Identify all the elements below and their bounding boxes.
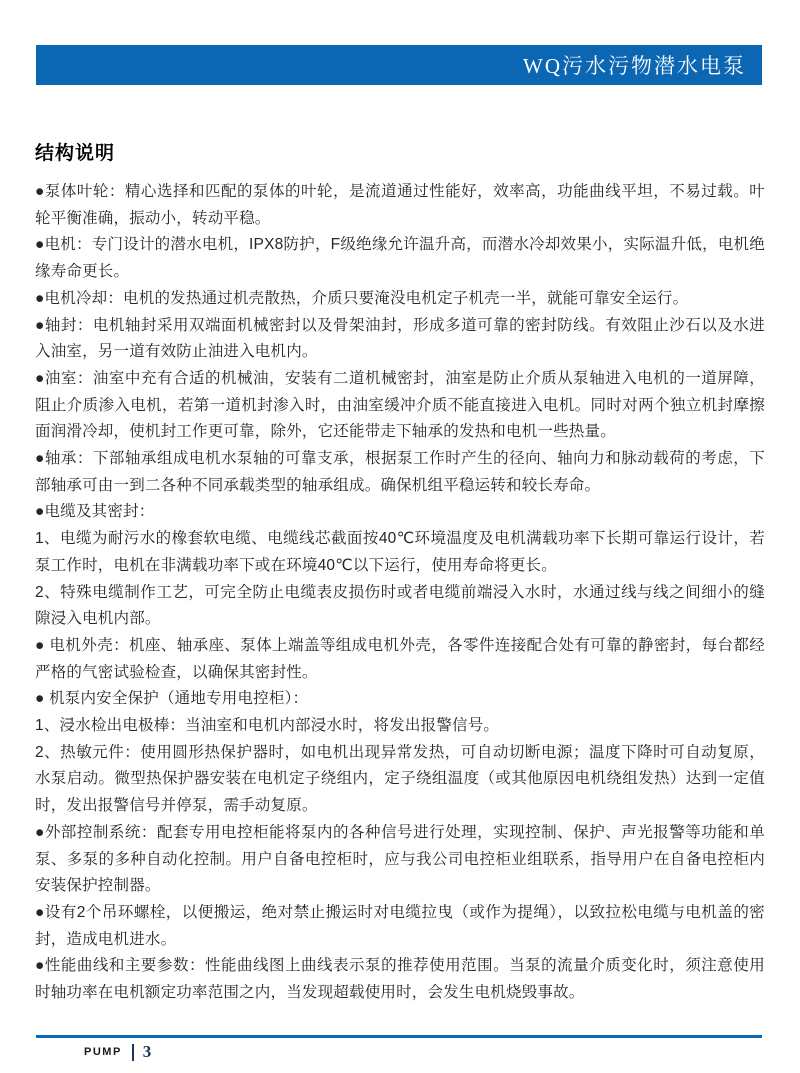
paragraph-cable-item-1: 1、电缆为耐污水的橡套软电缆、电缆线芯截面按40℃环境温度及电机满载功率下长期可靠运行设计，若泵工作时，电机在非满载功率下或在环境40℃以下运行，使用寿命将更长。 (35, 530, 765, 574)
paragraph-safety-item-1: 1、浸水检出电极棒：当油室和电机内部浸水时，将发出报警信号。 (35, 717, 500, 735)
footer-page-number: 3 (142, 1042, 152, 1061)
paragraph-eyebolts: ●设有2个吊环螺栓，以便搬运，绝对禁止搬运时对电缆拉曳（或作为提绳），以致拉松电缆与电机盖的密封，造成电机进水。 (35, 903, 765, 948)
paragraph-safety-head: ● 机泵内安全保护（通地专用电控柜）： (35, 690, 309, 708)
paragraph-shaft-seal: ●轴封：电机轴封采用双端面机械密封以及骨架油封，形成多道可靠的密封防线。有效阻止沙石以及水进入油室，另一道有效防止油进入电机内。 (35, 316, 765, 361)
paragraph-motor: ●电机：专门设计的潜水电机，IPX8防护，F级绝缘允许温升高，而潜水冷却效果小，实际温升低，电机绝缘寿命更长。 (35, 236, 765, 281)
paragraph-performance-curve: ●性能曲线和主要参数：性能曲线图上曲线表示泵的推荐使用范围。当泵的流量介质变化时，须注意使用时轴功率在电机额定功率范围之内，当发现超载使用时，会发生电机烧毁事故。 (35, 957, 765, 1002)
header-title: WQ污水污物潜水电泵 (523, 54, 746, 78)
paragraph-oil-chamber: ●油室：油室中充有合适的机械油，安装有二道机械密封，油室是防止介质从泵轴进入电机的一道屏障，阻止介质渗入电机，若第一道机封渗入时，由油室缓冲介质不能直接进入电机。同时对两个独立机封摩擦面润滑冷却，使机封工作更可靠，除外，它还能带走下轴承的发热和电机一些热量。 (35, 369, 765, 441)
content-area (35, 138, 765, 1007)
paragraph-motor-cooling: ●电机冷却：电机的发热通过机壳散热，介质只要淹没电机定子机壳一半，就能可靠安全运行。 (35, 289, 689, 307)
footer-row (36, 1042, 762, 1062)
paragraph-motor-housing: ● 电机外壳：机座、轴承座、泵体上端盖等组成电机外壳，各零件连接配合处有可靠的静密封，每台都经严格的气密试验检查，以确保其密封性。 (35, 636, 765, 681)
footer-divider-line (36, 1035, 762, 1038)
paragraph-cable-item-2: 2、特殊电缆制作工艺，可完全防止电缆表皮损伤时或者电缆前端浸入水时，水通过线与线之间细小的缝隙浸入电机内部。 (35, 583, 765, 628)
paragraph-cable-seal-head: ●电缆及其密封： (35, 503, 155, 521)
footer (36, 1035, 762, 1062)
footer-brand-label: PUMP (84, 1046, 122, 1058)
paragraph-bearing: ●轴承：下部轴承组成电机水泵轴的可靠支承，根据泵工作时产生的径向、轴向力和脉动载荷的考虑，下部轴承可由一到二各种不同承载类型的轴承组成。确保机组平稳运转和较长寿命。 (35, 450, 765, 494)
paragraph-safety-item-2: 2、热敏元件：使用圆形热保护器时，如电机出现异常发热，可自动切断电源；温度下降时可自动复原，水泵启动。微型热保护器安装在电机定子绕组内，定子绕组温度（或其他原因电机绕组发热）达到一定值时，发出报警信号并停泵，需手动复原。 (35, 743, 765, 815)
paragraph-external-control: ●外部控制系统：配套专用电控柜能将泵内的各种信号进行处理，实现控制、保护、声光报警等功能和单泵、多泵的多种自动化控制。用户自备电控柜时，应与我公司电控柜业组联系，指导用户在自备电控柜内安装保护控制器。 (35, 823, 765, 895)
header-bar (36, 45, 762, 85)
footer-separator-bar (132, 1044, 134, 1061)
section-title: 结构说明 (35, 143, 116, 164)
paragraph-pump-impeller: ●泵体叶轮：精心选择和匹配的泵体的叶轮，是流道通过性能好，效率高，功能曲线平坦，不易过载。叶轮平衡准确，振动小，转动平稳。 (35, 183, 765, 227)
